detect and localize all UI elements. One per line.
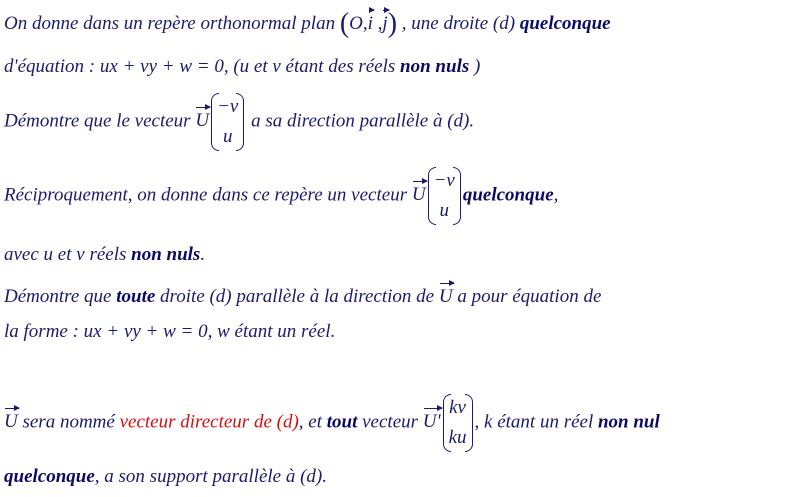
line-9-text: , a son support parallèle à (d). bbox=[94, 466, 327, 487]
line-1-text: On donne dans un repère orthonormal plan bbox=[4, 13, 340, 34]
line-2-bold: non nuls bbox=[400, 56, 470, 77]
line-8-text-2: , et bbox=[298, 411, 327, 433]
line-1-text-2: , une droite (d) bbox=[397, 13, 520, 34]
line-4-text-2: , bbox=[553, 184, 559, 206]
line-8-text-3: vecteur bbox=[357, 411, 423, 433]
line-3 bbox=[4, 92, 474, 152]
column-vector-3 bbox=[443, 393, 473, 453]
line-9-bold: quelconque bbox=[4, 466, 95, 487]
line-4-text: Réciproquement, on donne dans ce repère un vecteur bbox=[4, 184, 412, 206]
line-4 bbox=[4, 166, 558, 226]
vector-i: i bbox=[367, 13, 373, 34]
line-4-bold: quelconque bbox=[462, 184, 554, 206]
vector-u: U bbox=[195, 110, 210, 132]
line-7 bbox=[4, 321, 335, 343]
frame-close-paren: ) bbox=[387, 8, 398, 39]
line-8-bold-2: non nul bbox=[597, 411, 660, 433]
line-6-text-2: droite (d) parallèle à la direction de bbox=[155, 286, 439, 307]
column-vector-1-bottom: u bbox=[222, 126, 233, 147]
column-vector-3-bottom: ku bbox=[448, 427, 467, 448]
line-9 bbox=[4, 466, 327, 488]
column-vector-1-top: −v bbox=[217, 96, 239, 117]
line-5-text: avec u et v réels bbox=[4, 244, 132, 265]
line-8-text: sera nommé bbox=[17, 411, 120, 433]
line-5-text-2: . bbox=[200, 244, 206, 265]
line-8-highlight: vecteur directeur de (d) bbox=[119, 411, 299, 433]
column-vector-3-top: kv bbox=[449, 397, 466, 418]
line-6-text-3: a pour équation de bbox=[452, 286, 602, 307]
line-5-bold: non nuls bbox=[131, 244, 201, 265]
line-7-text: la forme : ux + vy + w = 0, w étant un réel. bbox=[4, 321, 336, 342]
frame-origin: O, bbox=[349, 13, 368, 34]
vector-u-4: U bbox=[4, 411, 18, 433]
column-vector-2-bottom: u bbox=[439, 200, 449, 221]
line-1 bbox=[4, 8, 611, 40]
line-1-bold: quelconque bbox=[519, 13, 611, 34]
frame-separator: , bbox=[372, 13, 383, 34]
line-2-text: d'équation : ux + vy + w = 0, (u et v étant des réels bbox=[4, 56, 401, 77]
column-vector-2-top: −v bbox=[433, 170, 455, 191]
line-8 bbox=[4, 393, 660, 453]
vector-j: j bbox=[382, 13, 388, 34]
line-5 bbox=[4, 244, 205, 266]
line-3-text: Démontre que le vecteur bbox=[4, 110, 196, 132]
line-6-text: Démontre que bbox=[4, 286, 117, 307]
line-3-text-2: a sa direction parallèle à (d). bbox=[246, 110, 475, 132]
vector-u-3: U bbox=[438, 286, 453, 307]
line-6-bold: toute bbox=[116, 286, 156, 307]
line-8-bold: tout bbox=[326, 411, 358, 433]
column-vector-1 bbox=[211, 92, 244, 152]
line-2-text-2: ) bbox=[469, 56, 481, 77]
column-vector-2 bbox=[428, 166, 461, 226]
frame-open-paren: ( bbox=[339, 8, 350, 39]
vector-u-2: U bbox=[411, 184, 426, 206]
line-8-text-4: , k étant un réel bbox=[474, 411, 598, 433]
line-6 bbox=[4, 286, 601, 308]
vector-u-prime: U' bbox=[422, 411, 441, 433]
line-2 bbox=[4, 56, 480, 78]
